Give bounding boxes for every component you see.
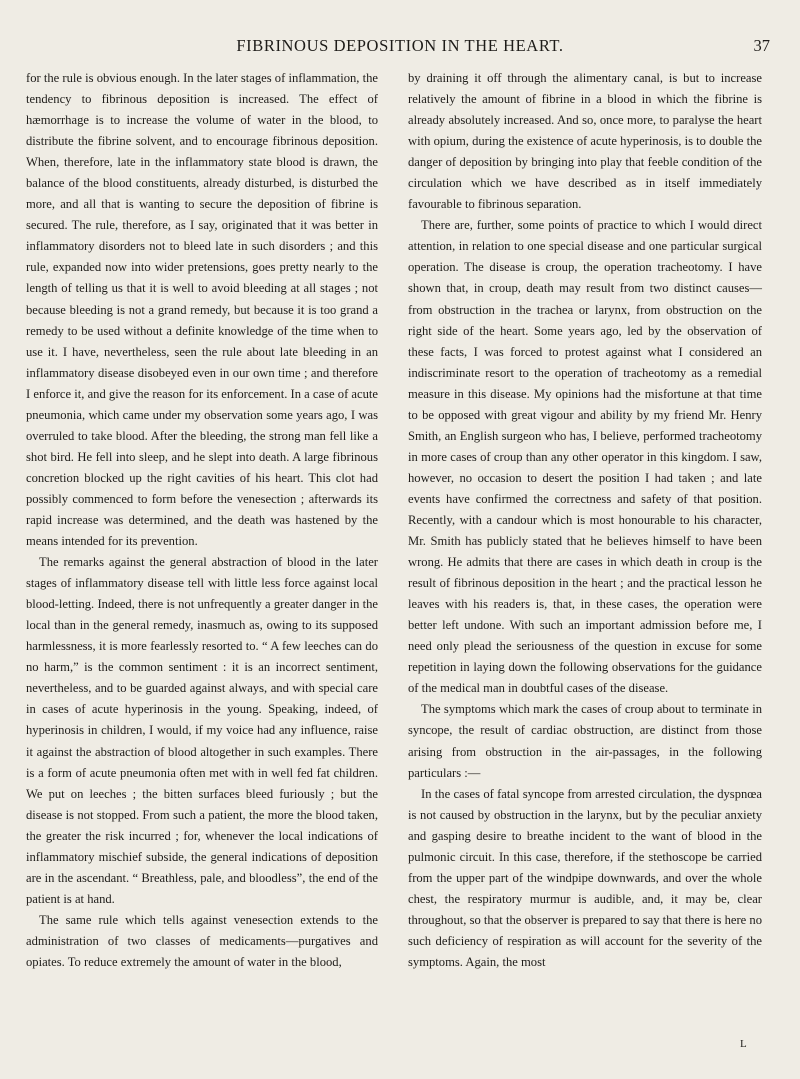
signature-mark: L xyxy=(740,1038,747,1050)
paragraph: for the rule is obvious enough. In the later stages of inflammation, the tendency to fibrinous deposition is increased. The effect of hæmorrhage is to increase the volume of water in the blood, to distribute the fibrine solvent, and to encourage fibrinous deposition. When, therefore, late in the inflammatory state blood is drawn, the balance of the blood constituents, already disturbed, is disturbed the more, and all that is wanting to secure the deposition of fibrine is secured. The rule, therefore, as I say, originated that it was better in inflammatory disorders not to bleed late in such disorders ; and this rule, expanded now into wider pretensions, goes pretty nearly to the length of telling us that it is well to avoid bleeding at all stages ; not because bleeding is not a grand remedy, but because it is too grand a remedy to be used without a definite knowledge of the time when to use it. I have, nevertheless, seen the rule about late bleeding in an inflammatory disease disobeyed even in our own time ; and therefore I enforce it, and give the reason for its enforcement. In a case of acute pneumonia, which came under my observation some years ago, I was overruled to take blood. After the bleeding, the strong man fell like a shot bird. He fell into sleep, and he slept into death. A large fibrinous concretion blocked up the right cavities of his heart. This clot had possibly commenced to form before the venesection ; afterwards its rapid increase was determined, and the death was hastened by the means intended for its prevention. xyxy=(26,71,378,549)
paragraph: The remarks against the general abstraction of blood in the later stages of inflammatory disease tell with little less force against local blood-letting. Indeed, there is not unfrequently a greater danger in the local than in the general remedy, inasmuch as, owing to its supposed harmlessness, it is more fearlessly resorted to. “ A few leeches can do no harm,” is the common sentiment : it is an incorrect sentiment, nevertheless, and to be guarded against always, and with special care in cases of acute hyperinosis in the young. Speaking, indeed, of hyperinosis in children, I would, if my voice had any influence, raise it against the abstraction of blood altogether in such examples. There is a form of acute pneumonia often met with in well fed fat children. We put on leeches ; the bitten surfaces bleed furiously ; but the disease is not stopped. From such a patient, the more the blood taken, the greater the risk incurred ; for, whenever the local indications of inflammatory mischief subside, the general indications of deposition are in the ascendant. “ Breathless, pale, and bloodless”, the end of the patient is at hand. xyxy=(26,555,378,906)
running-title: FIBRINOUS DEPOSITION IN THE HEART. xyxy=(236,36,564,55)
right-column xyxy=(408,68,762,973)
page-number: 37 xyxy=(753,36,770,55)
paragraph: The same rule which tells against venesection extends to the administration of two classes of medicaments—purgatives and opiates. To reduce extremely the amount of water in the blood, xyxy=(26,912,378,969)
paragraph: by draining it off through the alimentary canal, is but to increase relatively the amount of fibrine in a blood in which the fibrine is already absolutely increased. And so, once more, to paralyse the heart with opium, during the existence of acute hyperinosis, is to double the danger of deposition by bringing into play that feeble condition of the circulation which we have described as in itself immediately favourable to fibrinous separation. xyxy=(408,71,762,212)
paragraph: The symptoms which mark the cases of croup about to terminate in syncope, the result of cardiac obstruction, are distinct from those arising from obstruction in the air-passages, in the following particulars :— xyxy=(408,702,762,780)
paragraph: In the cases of fatal syncope from arrested circulation, the dyspnœa is not caused by obstruction in the larynx, but by the peculiar anxiety and gasping desire to breathe incident to the want of blood in the pulmonic circuit. In this case, therefore, if the stethoscope be carried from the upper part of the windpipe downwards, and over the whole chest, the respiratory murmur is audible, and, it may be, clear throughout, so that the observer is prepared to say that there is here no such deficiency of respiration as will account for the severity of the symptoms. Again, the most xyxy=(408,786,762,969)
left-column xyxy=(26,68,378,973)
paragraph: There are, further, some points of practice to which I would direct attention, in relation to one special disease and one particular surgical operation. The disease is croup, the operation tracheotomy. I have shown that, in croup, death may result from two distinct causes—from obstruction in the trachea or larynx, from obstruction on the right side of the heart. Some years ago, led by the observation of these facts, I was forced to protest against what I considered an indiscriminate resort to the operation of tracheotomy as a remedial measure in this disease. My opinions had the misfortune at that time to be opposed with great vigour and ability by my friend Mr. Henry Smith, an English surgeon who has, I believe, performed tracheotomy in more cases of croup than any other operator in this kingdom. I saw, however, no occasion to desert the position I had taken ; and late events have confirmed the correctness and safety of that position. Recently, with a candour which is most honourable to his character, Mr. Smith has publicly stated that he believes himself to have been wrong. He admits that there are cases in which death in croup is the result of fibrinous deposition in the heart ; and the practical lesson he leaves with his readers is, that, in these cases, the operation were better left undone. With such an important admission before me, I need only plead the seriousness of the question in excuse for some repetition in laying down the following observations for the guidance of the medical man in doubtful cases of the disease. xyxy=(408,218,762,696)
